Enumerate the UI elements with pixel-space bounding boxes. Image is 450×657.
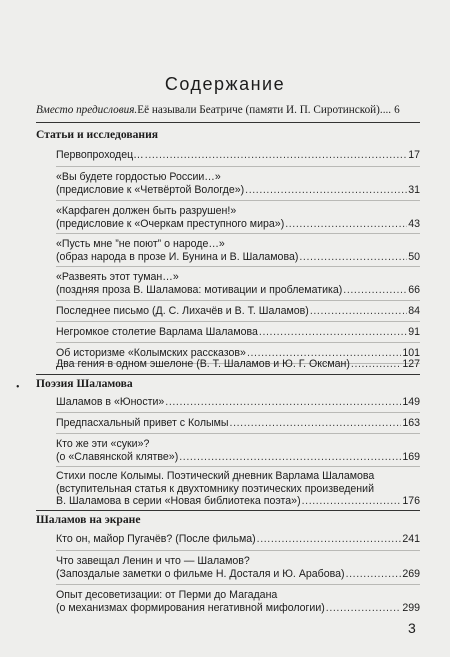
- entry-divider: [56, 466, 420, 467]
- toc-entry: Предпасхальный привет с Колымы ..... 163: [56, 417, 420, 430]
- entry-divider: [56, 584, 420, 585]
- section-heading-articles: Статьи и исследования: [36, 128, 159, 141]
- preface-entry: [36, 104, 420, 116]
- section-divider: [36, 510, 420, 511]
- toc-entry: Два гения в одном эшелоне (В. Т. Шаламов и Ю. Г. Оксман) ..... 127: [56, 358, 420, 371]
- toc-entry: Шаламов в «Юности» ..... 149: [56, 396, 420, 409]
- entry-divider: [56, 166, 420, 167]
- toc-entry: Последнее письмо (Д. С. Лихачёв и В. Т. Шаламов) ..... 84: [56, 305, 420, 318]
- toc-entry: «Развеять этот туман…» (поздняя проза В. Шаламова: мотивации и проблематика) ..... 66: [56, 271, 420, 296]
- toc-entry: «Карфаген должен быть разрушен!» (предисловие к «Очеркам преступного мира») ..... 43: [56, 205, 420, 230]
- entry-divider: [56, 266, 420, 267]
- entry-divider: [56, 300, 420, 301]
- preface-dots: ....: [379, 104, 392, 116]
- toc-entry: «Вы будете гордостью России…» (предисловие к «Четвёртой Вологде») ..... 31: [56, 171, 420, 196]
- preface-italic: Вместо предисловия.: [36, 104, 138, 116]
- toc-entry: Опыт десоветизации: от Перми до Магадана (о механизмах формирования негативной мифологии) ..... 299: [56, 589, 420, 614]
- section-heading-screen: Шаламов на экране: [36, 513, 141, 526]
- entry-divider: [56, 342, 420, 343]
- toc-entry: «Пусть мне ”не поют” о народе…» (образ народа в прозе И. Бунина и В. Шаламова) ..... 50: [56, 238, 420, 263]
- toc-entry: Кто он, майор Пугачёв? (После фильма) ..... 241: [56, 533, 420, 546]
- toc-entry: Стихи после Колымы. Поэтический дневник Варлама Шаламова (вступительная статья к двухтомнику поэтических произведений В. Шаламова в серии «Новая библиотека поэта») ..... 176: [56, 470, 420, 508]
- entry-divider: [56, 321, 420, 322]
- section-divider: [36, 374, 420, 375]
- toc-entry: Первопроходец… ..... 17: [56, 149, 420, 162]
- entry-divider: [56, 550, 420, 551]
- preface-text: Её называли Беатриче (памяти И. П. Сиротинской): [137, 104, 380, 116]
- toc-entry: Негромкое столетие Варлама Шаламова ..... 91: [56, 326, 420, 339]
- page-title: Содержание: [164, 74, 286, 94]
- margin-dot: •: [16, 382, 20, 393]
- preface-page: 6: [394, 104, 400, 116]
- entry-divider: [56, 433, 420, 434]
- section-heading-poetry: Поэзия Шаламова: [36, 377, 133, 390]
- toc-entry: Кто же эти «суки»? (о «Славянской клятве») ..... 169: [56, 438, 420, 463]
- page-number: 3: [408, 620, 416, 636]
- entry-divider: [56, 233, 420, 234]
- toc-entry: Об историзме «Колымских рассказов» ..... 101: [56, 347, 420, 360]
- entry-divider: [56, 200, 420, 201]
- preface-divider: [36, 122, 420, 123]
- toc-entry: Что завещал Ленин и что — Шаламов? (Запоздалые заметки о фильме Н. Досталя и Ю. Арабова) ..... 269: [56, 555, 420, 580]
- entry-divider: [56, 412, 420, 413]
